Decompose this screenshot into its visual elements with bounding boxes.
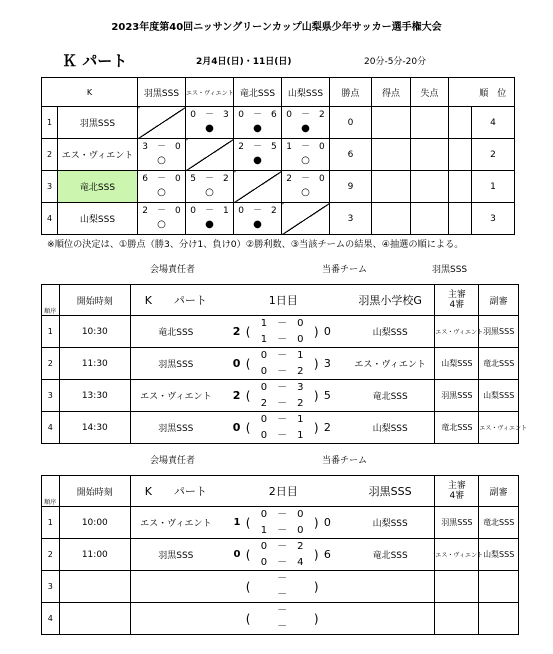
- second-half-score: 0 － 2: [260, 366, 304, 377]
- match-order: 2: [42, 348, 60, 380]
- first-half-score: 0 － 2: [260, 541, 304, 552]
- start-time: [59, 603, 130, 635]
- win-mark: ○: [301, 155, 310, 166]
- rank-value: 4: [472, 107, 515, 139]
- away-team: 竜北SSS: [346, 380, 435, 412]
- home-score: 2: [221, 380, 241, 412]
- rank-spacer: [449, 203, 472, 235]
- result-score: 0 － 2: [238, 206, 277, 216]
- team-header: エス・ヴィエント: [186, 78, 234, 107]
- venue-manager-label: 会場責任者: [150, 456, 196, 466]
- open-paren: (: [240, 316, 255, 348]
- result-cell: [186, 171, 234, 203]
- diagonal-cell: [282, 203, 330, 235]
- half-scores: [256, 571, 309, 603]
- rank-value: 1: [472, 171, 515, 203]
- start-time: 10:30: [59, 316, 130, 348]
- home-team: [131, 571, 221, 603]
- result-cell: [282, 171, 330, 203]
- open-paren: (: [240, 380, 255, 412]
- open-paren: (: [240, 571, 255, 603]
- win-mark: ○: [157, 155, 166, 166]
- away-team: [346, 603, 435, 635]
- assistant-referee: エス・ヴィエント: [479, 412, 519, 444]
- open-paren: (: [240, 507, 255, 539]
- start-time: 10:00: [59, 507, 130, 539]
- points-value: 6: [330, 139, 372, 171]
- points-value: 3: [330, 203, 372, 235]
- close-paren: ): [309, 571, 324, 603]
- goals-against-value: [411, 203, 449, 235]
- chief-referee: 羽黒SSS: [435, 507, 479, 539]
- goals-for-value: [372, 139, 411, 171]
- home-score: 2: [221, 316, 241, 348]
- second-half-score: 1 － 0: [260, 525, 304, 536]
- away-score: 3: [324, 348, 346, 380]
- away-team: 山梨SSS: [346, 316, 435, 348]
- home-score: [221, 603, 241, 635]
- result-score: 0 － 2: [286, 110, 325, 120]
- home-score: 0: [221, 412, 241, 444]
- close-paren: ): [309, 316, 324, 348]
- close-paren: ): [309, 507, 324, 539]
- standings-row: [42, 107, 515, 139]
- half-scores: [256, 348, 309, 380]
- goals-for-value: [372, 171, 411, 203]
- result-score: 0 － 6: [238, 110, 277, 120]
- result-score: 3 － 0: [142, 142, 181, 152]
- result-score: 2 － 0: [142, 206, 181, 216]
- assistant-referee: 竜北SSS: [479, 348, 519, 380]
- diagonal-cell: [186, 139, 234, 171]
- start-time-header: 開始時刻: [59, 285, 130, 316]
- close-paren: ): [309, 539, 324, 571]
- close-paren: ): [309, 380, 324, 412]
- result-score: 2 － 5: [238, 142, 277, 152]
- half-scores: [256, 412, 309, 444]
- result-score: 6 － 0: [142, 174, 181, 184]
- goals-against-header: 失点: [411, 78, 449, 107]
- result-cell: [138, 203, 186, 235]
- chief-referee: 竜北SSS: [435, 412, 479, 444]
- home-team: 羽黒SSS: [131, 412, 221, 444]
- part-header: K パート: [131, 476, 221, 507]
- goals-for-value: [372, 107, 411, 139]
- team-name: 竜北SSS: [58, 171, 138, 203]
- result-cell: [186, 107, 234, 139]
- second-half-score: 2 － 2: [260, 398, 304, 409]
- duty-team-label: 当番チーム: [322, 265, 368, 275]
- order-header: 順序: [42, 285, 60, 316]
- goals-for-header: 得点: [372, 78, 411, 107]
- team-header: 山梨SSS: [282, 78, 330, 107]
- duty-team-value: 羽黒SSS: [432, 265, 468, 275]
- away-score: 6: [324, 539, 346, 571]
- assistant-referee: [479, 571, 519, 603]
- start-time: 11:30: [59, 348, 130, 380]
- first-half-score: －: [277, 605, 288, 616]
- home-score: 0: [221, 348, 241, 380]
- home-score: 0: [221, 539, 241, 571]
- start-time: 14:30: [59, 412, 130, 444]
- away-team: 山梨SSS: [346, 507, 435, 539]
- chief-referee: 山梨SSS: [435, 348, 479, 380]
- match-order: 3: [42, 380, 60, 412]
- open-paren: (: [240, 412, 255, 444]
- home-team: エス・ヴィエント: [131, 507, 221, 539]
- points-header: 勝点: [330, 78, 372, 107]
- first-half-score: 0 － 1: [260, 350, 304, 361]
- win-mark: ○: [205, 187, 214, 198]
- assistant-referee: 羽黒SSS: [479, 316, 519, 348]
- team-name: 羽黒SSS: [58, 107, 138, 139]
- result-cell: [138, 171, 186, 203]
- result-score: 2 － 0: [286, 174, 325, 184]
- points-value: 9: [330, 171, 372, 203]
- day2-schedule-table: [41, 475, 519, 635]
- chief-referee-header: 主審 4審: [435, 285, 479, 316]
- away-score: 5: [324, 380, 346, 412]
- away-score: [324, 571, 346, 603]
- assistant-referee: 竜北SSS: [479, 507, 519, 539]
- venue-manager-label: 会場責任者: [150, 265, 196, 275]
- start-time: 11:00: [59, 539, 130, 571]
- open-paren: (: [240, 539, 255, 571]
- match-order: 1: [42, 316, 60, 348]
- venue-header: 羽黒SSS: [346, 476, 435, 507]
- second-half-score: 0 － 1: [260, 430, 304, 441]
- match-row: [42, 507, 519, 539]
- result-cell: [282, 107, 330, 139]
- win-mark: ○: [157, 187, 166, 198]
- rank-value: 3: [472, 203, 515, 235]
- second-half-score: 0 － 4: [260, 557, 304, 568]
- rank-spacer: [449, 171, 472, 203]
- day-header: 2日目: [221, 476, 346, 507]
- assistant-referee: [479, 603, 519, 635]
- team-header: 羽黒SSS: [138, 78, 186, 107]
- start-time-header: 開始時刻: [59, 476, 130, 507]
- home-team: [131, 603, 221, 635]
- result-cell: [282, 139, 330, 171]
- away-score: [324, 603, 346, 635]
- away-score: 2: [324, 412, 346, 444]
- match-row: [42, 380, 519, 412]
- home-team: エス・ヴィエント: [131, 380, 221, 412]
- away-score: 0: [324, 507, 346, 539]
- away-team: 竜北SSS: [346, 539, 435, 571]
- half-scores: [256, 507, 309, 539]
- standings-row: [42, 203, 515, 235]
- result-score: 1 － 0: [286, 142, 325, 152]
- points-value: 0: [330, 107, 372, 139]
- match-order: 1: [42, 507, 60, 539]
- match-row: [42, 571, 519, 603]
- home-team: 羽黒SSS: [131, 539, 221, 571]
- chief-referee: [435, 603, 479, 635]
- close-paren: ): [309, 412, 324, 444]
- rank-spacer: [449, 107, 472, 139]
- half-scores: [256, 316, 309, 348]
- result-score: 0 － 1: [190, 206, 229, 216]
- row-number: 2: [42, 139, 58, 171]
- home-score: 1: [221, 507, 241, 539]
- diagonal-cell: [234, 171, 282, 203]
- loss-mark: ●: [253, 155, 262, 166]
- match-dates: 2月4日(日)・11日(日): [196, 57, 292, 67]
- team-name: 山梨SSS: [58, 203, 138, 235]
- second-half-score: －: [277, 621, 288, 632]
- assistant-referee-header: 副審: [479, 476, 519, 507]
- team-name: エス・ヴィエント: [58, 139, 138, 171]
- result-score: 5 － 2: [190, 174, 229, 184]
- chief-referee: エス・ヴィエント: [435, 316, 479, 348]
- second-half-score: 1 － 0: [260, 334, 304, 345]
- first-half-score: 0 － 3: [260, 382, 304, 393]
- rank-value: 2: [472, 139, 515, 171]
- row-number: 1: [42, 107, 58, 139]
- match-order: 3: [42, 571, 60, 603]
- document-title: 2023年度第40回ニッサングリーンカップ山梨県少年サッカー選手権大会: [111, 22, 442, 33]
- away-score: 0: [324, 316, 346, 348]
- chief-referee: エス・ヴィエント: [435, 539, 479, 571]
- assistant-referee-header: 副審: [479, 285, 519, 316]
- assistant-referee: 山梨SSS: [479, 380, 519, 412]
- goals-against-value: [411, 171, 449, 203]
- first-half-score: 1 － 0: [260, 318, 304, 329]
- match-order: 4: [42, 412, 60, 444]
- loss-mark: ●: [301, 123, 310, 134]
- loss-mark: ●: [205, 219, 214, 230]
- open-paren: (: [240, 348, 255, 380]
- chief-referee: 羽黒SSS: [435, 380, 479, 412]
- first-half-score: 0 － 0: [260, 509, 304, 520]
- start-time: [59, 571, 130, 603]
- away-team: 山梨SSS: [346, 412, 435, 444]
- goals-against-value: [411, 107, 449, 139]
- open-paren: (: [240, 603, 255, 635]
- result-cell: [138, 139, 186, 171]
- loss-mark: ●: [253, 123, 262, 134]
- chief-referee: [435, 571, 479, 603]
- team-header: 竜北SSS: [234, 78, 282, 107]
- duty-team-label: 当番チーム: [322, 456, 368, 466]
- standings-table: [41, 77, 515, 235]
- win-mark: ○: [157, 219, 166, 230]
- order-header: 順序: [42, 476, 60, 507]
- match-row: [42, 539, 519, 571]
- match-row: [42, 603, 519, 635]
- venue-header: 羽黒小学校G: [346, 285, 435, 316]
- first-half-score: －: [277, 573, 288, 584]
- loss-mark: ●: [205, 123, 214, 134]
- result-score: 0 － 3: [190, 110, 229, 120]
- standings-row: [42, 139, 515, 171]
- result-cell: [186, 203, 234, 235]
- close-paren: ): [309, 603, 324, 635]
- day-header: 1日目: [221, 285, 346, 316]
- assistant-referee: 山梨SSS: [479, 539, 519, 571]
- home-team: 竜北SSS: [131, 316, 221, 348]
- match-format: 20分-5分-20分: [364, 57, 427, 67]
- standings-row: [42, 171, 515, 203]
- match-order: 4: [42, 603, 60, 635]
- result-cell: [234, 139, 282, 171]
- match-row: [42, 348, 519, 380]
- away-team: エス・ヴィエント: [346, 348, 435, 380]
- half-scores: [256, 603, 309, 635]
- row-number: 3: [42, 171, 58, 203]
- match-row: [42, 412, 519, 444]
- first-half-score: 0 － 1: [260, 414, 304, 425]
- part-title: Ｋ パート: [62, 52, 128, 70]
- start-time: 13:30: [59, 380, 130, 412]
- win-mark: ○: [301, 187, 310, 198]
- rank-header: 順 位: [472, 78, 515, 107]
- chief-referee-header: 主審 4審: [435, 476, 479, 507]
- rank-spacer: [449, 139, 472, 171]
- away-team: [346, 571, 435, 603]
- half-scores: [256, 380, 309, 412]
- result-cell: [234, 107, 282, 139]
- second-half-score: －: [277, 589, 288, 600]
- part-header: K パート: [131, 285, 221, 316]
- ranking-note: ※順位の決定は、①勝点（勝3、分け1、負け0）②勝利数、③当該チームの結果、④抽選の順による。: [47, 239, 464, 250]
- close-paren: ): [309, 348, 324, 380]
- standings-corner: K: [42, 78, 138, 107]
- day1-schedule-table: [41, 284, 527, 444]
- row-number: 4: [42, 203, 58, 235]
- match-order: 2: [42, 539, 60, 571]
- home-score: [221, 571, 241, 603]
- half-scores: [256, 539, 309, 571]
- home-team: 羽黒SSS: [131, 348, 221, 380]
- diagonal-cell: [138, 107, 186, 139]
- result-cell: [234, 203, 282, 235]
- goals-against-value: [411, 139, 449, 171]
- loss-mark: ●: [253, 219, 262, 230]
- match-row: [42, 316, 519, 348]
- goals-for-value: [372, 203, 411, 235]
